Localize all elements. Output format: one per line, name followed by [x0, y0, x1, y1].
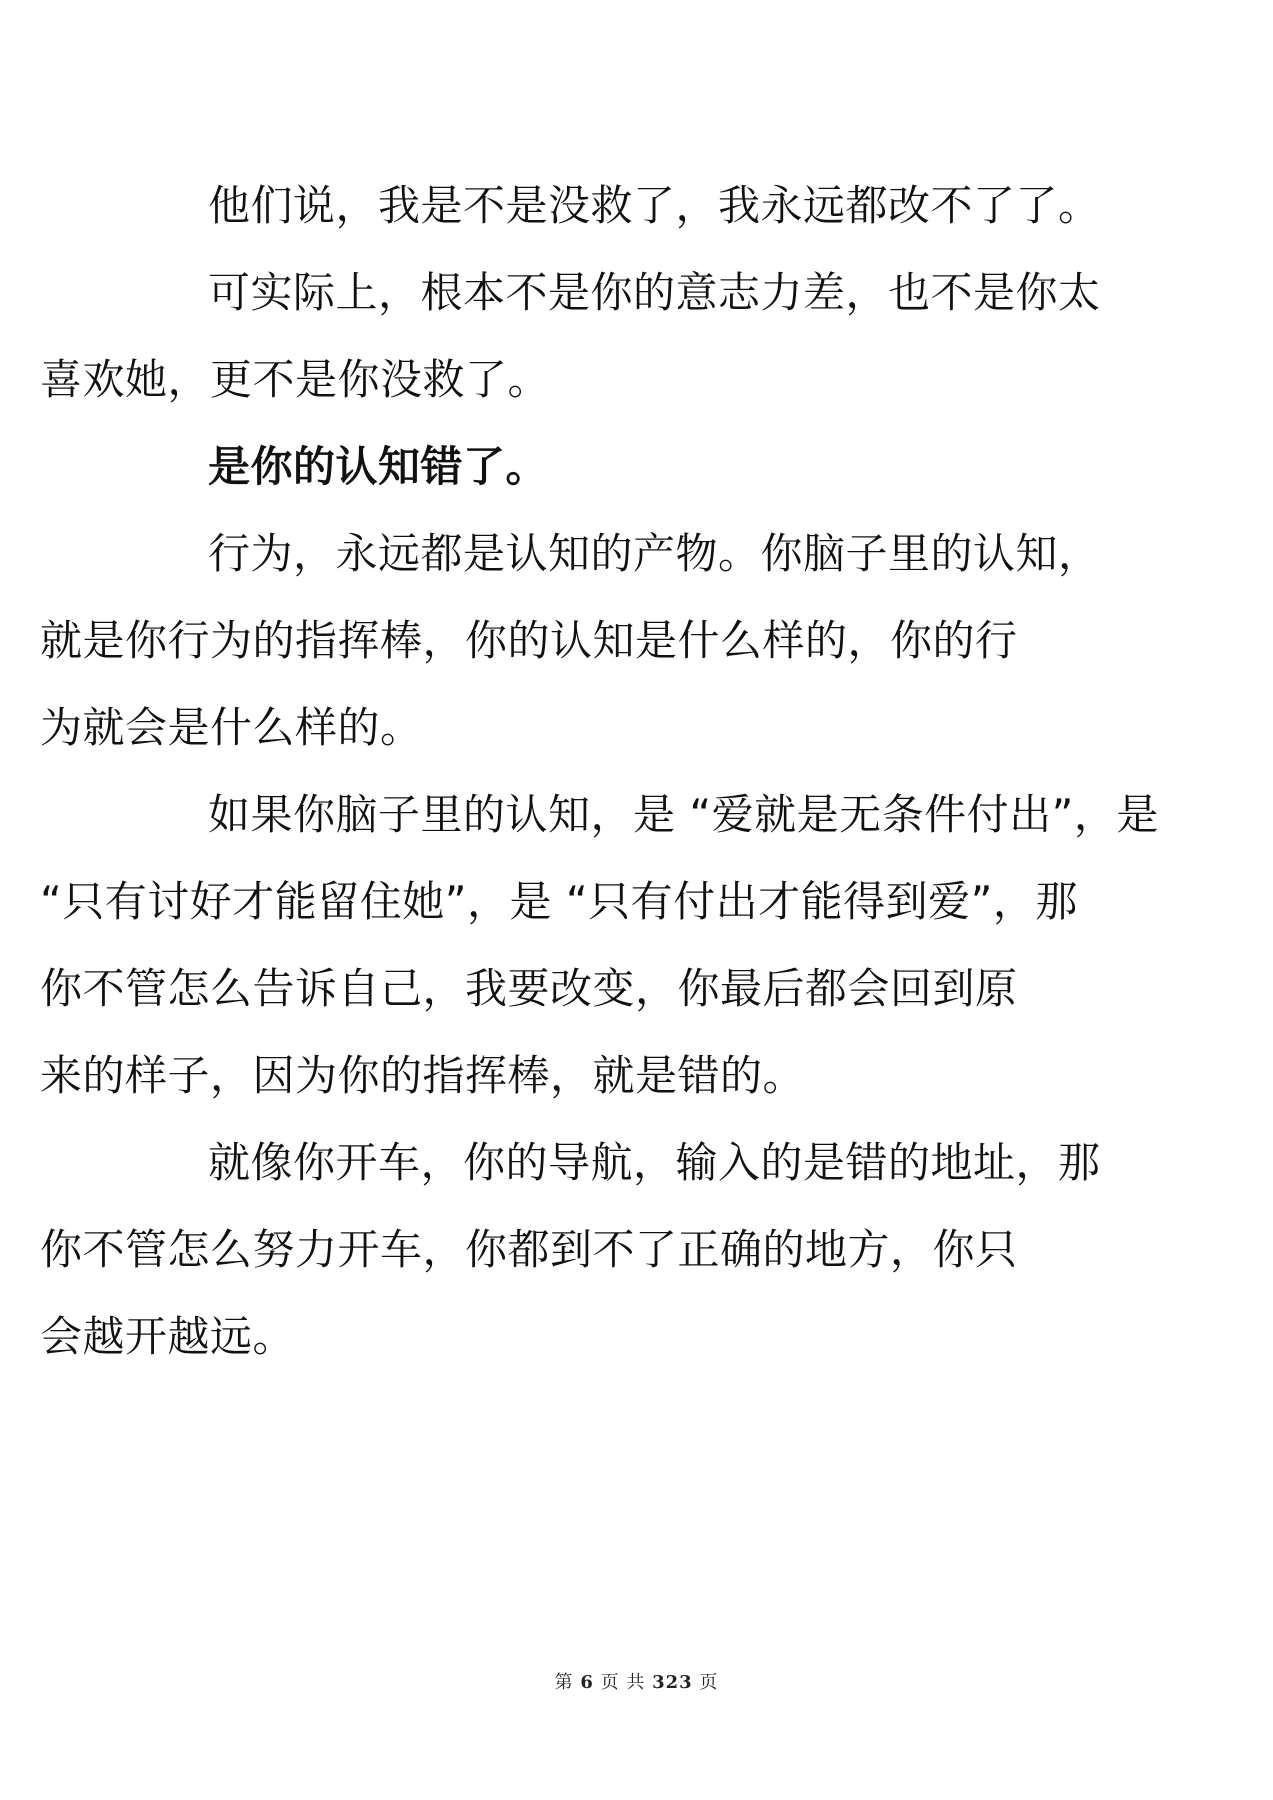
text-line: 喜欢她，更不是你没救了。 [40, 355, 551, 404]
text-line: 如果你脑子里的认知，是 “爱就是无条件付出”，是 [208, 790, 1159, 839]
text-line: 是你的认知错了。 [208, 442, 549, 491]
footer-total-pages: 323 [652, 1672, 693, 1693]
text-line: 你不管怎么告诉自己，我要改变，你最后都会回到原 [40, 964, 1018, 1013]
body-text [40, 162, 1164, 1380]
text-line: 他们说，我是不是没救了，我永远都改不了了。 [208, 181, 1101, 230]
paragraph-5 [40, 771, 1164, 1119]
footer-page-number: 6 [580, 1672, 594, 1693]
text-line: 会越开越远。 [40, 1312, 296, 1361]
paragraph-4 [40, 510, 1164, 771]
text-line: 行为，永远都是认知的产物。你脑子里的认知， [208, 529, 1101, 578]
footer-suffix: 页 [699, 1672, 719, 1693]
text-line: 你不管怎么努力开车，你都到不了正确的地方，你只 [40, 1225, 1018, 1274]
paragraph-1 [124, 162, 1164, 249]
text-line: “只有讨好才能留住她”，是 “只有付出才能得到爱”，那 [40, 877, 1078, 926]
text-line: 为就会是什么样的。 [40, 703, 423, 752]
footer-middle: 页 共 [600, 1672, 646, 1693]
paragraph-6 [40, 1119, 1164, 1380]
text-line: 就是你行为的指挥棒，你的认知是什么样的，你的行 [40, 616, 1018, 665]
text-line: 可实际上，根本不是你的意志力差，也不是你太 [208, 268, 1101, 317]
text-line: 来的样子，因为你的指挥棒，就是错的。 [40, 1051, 806, 1100]
paragraph-3-emphasis [124, 423, 1164, 510]
footer-prefix: 第 [554, 1672, 574, 1693]
text-line: 就像你开车，你的导航，输入的是错的地址，那 [208, 1138, 1101, 1187]
paragraph-2 [40, 249, 1164, 423]
page-footer [0, 1668, 1273, 1694]
